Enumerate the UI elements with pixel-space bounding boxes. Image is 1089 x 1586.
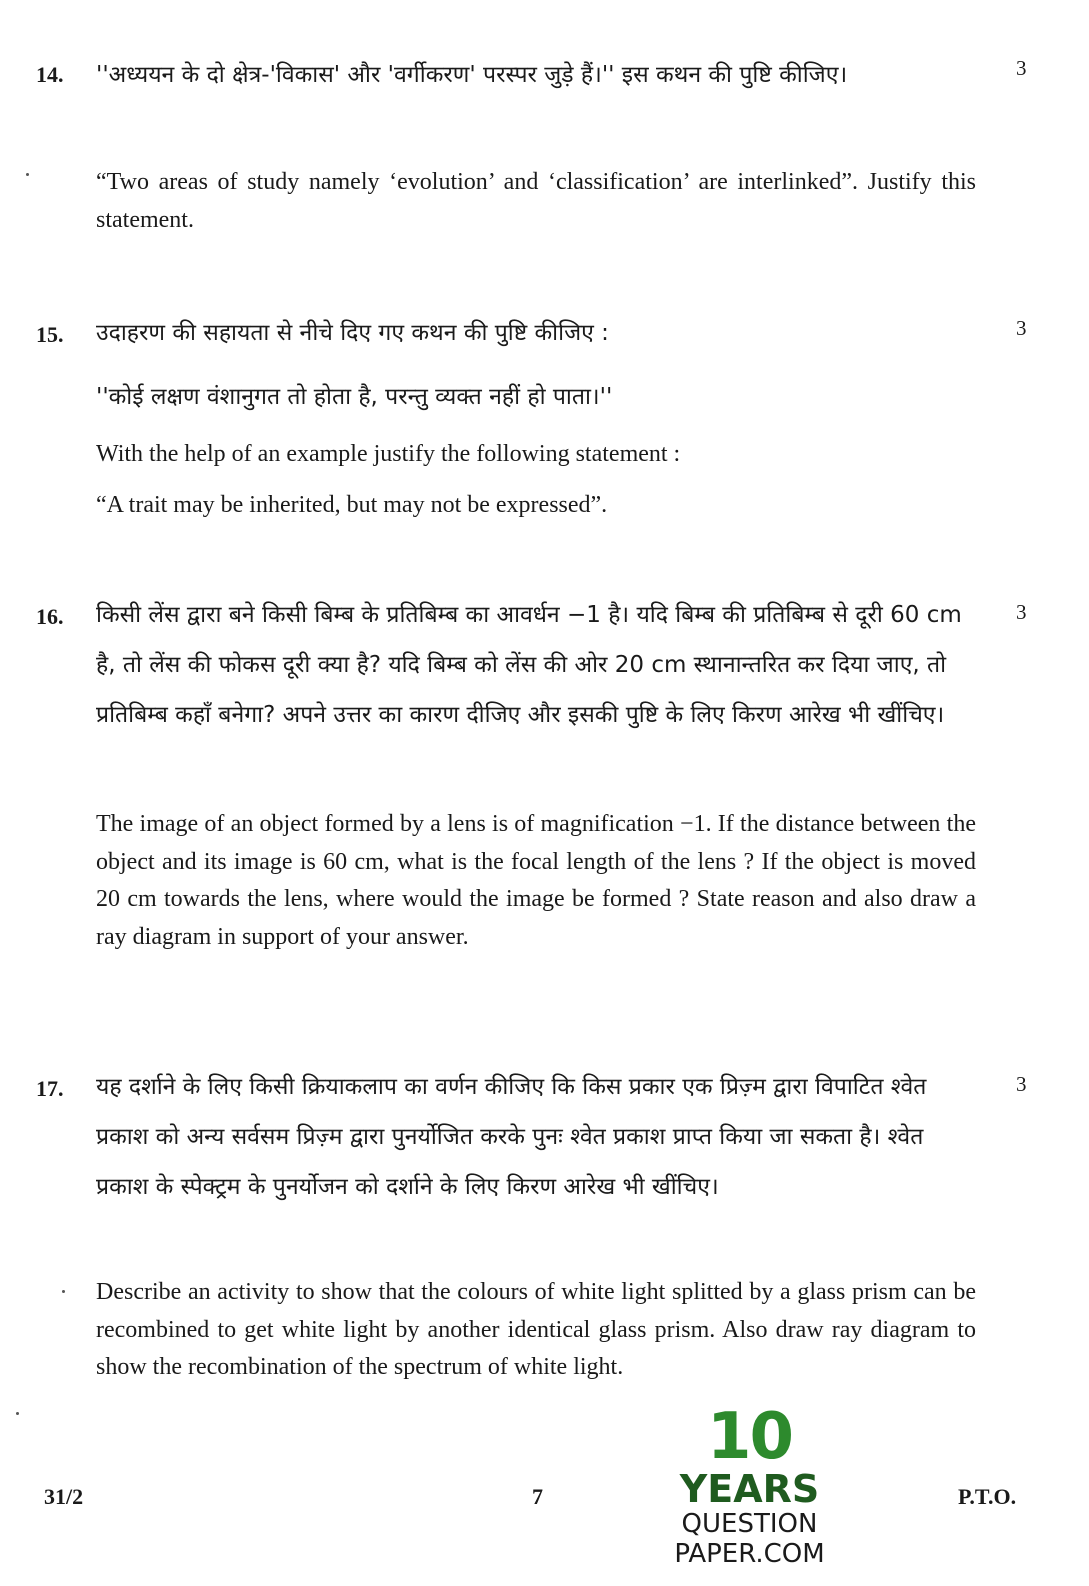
watermark-site: QUESTION PAPER.COM <box>674 1509 825 1569</box>
pto-label: P.T.O. <box>958 1484 1017 1509</box>
watermark-number: 10 <box>706 1400 793 1474</box>
question-number: 14. <box>36 62 64 87</box>
question-text-english: Describe an activity to show that the colours of white light splitted by a glass prism can be recombined to get white light by another identical glass prism. Also draw ray diagram to show the recombination of the spectrum of white light. <box>96 1279 976 1380</box>
question-text-hindi: किसी लेंस द्वारा बने किसी बिम्ब के प्रतिबिम्ब का आवर्धन −1 है। यदि बिम्ब की प्रतिबिम्ब से दूरी 60 cm है, तो लेंस की फोकस दूरी क्या है? यदि बिम्ब को लेंस की ओर 20 cm स्थानान्तरित कर दिया जाए, तो प्रतिबिम्ब कहाँ बनेगा? अपने उत्तर का कारण दीजिए और इसकी पुष्टि के लिए किरण आरेख भी खींचिए। <box>96 602 962 728</box>
watermark-logo <box>612 1400 887 1569</box>
question-marks: 3 <box>1016 1072 1027 1096</box>
question-marks: 3 <box>1016 56 1027 80</box>
question-quote-hindi: ''कोई लक्षण वंशानुगत तो होता है, परन्तु व्यक्त नहीं हो पाता।'' <box>96 384 613 410</box>
question-number: 16. <box>36 604 64 629</box>
question-marks: 3 <box>1016 316 1027 340</box>
question-number: 17. <box>36 1076 64 1101</box>
scan-dot <box>62 1290 65 1293</box>
question-quote-english: “A trait may be inherited, but may not be expressed”. <box>96 492 608 518</box>
question-marks: 3 <box>1016 600 1027 624</box>
paper-code: 31/2 <box>44 1484 84 1509</box>
question-text-hindi: यह दर्शाने के लिए किसी क्रियाकलाप का वर्णन कीजिए कि किस प्रकार एक प्रिज़्म द्वारा विपाटित श्वेत प्रकाश को अन्य सर्वसम प्रिज़्म द्वारा पुनर्योजित करके पुनः श्वेत प्रकाश प्राप्त किया जा सकता है। श्वेत प्रकाश के स्पेक्ट्रम के पुनर्योजन को दर्शाने के लिए किरण आरेख भी खींचिए। <box>96 1074 927 1200</box>
question-text-hindi: उदाहरण की सहायता से नीचे दिए गए कथन की पुष्टि कीजिए : <box>96 320 609 346</box>
scan-dot <box>26 173 29 176</box>
question-number: 15. <box>36 322 64 347</box>
question-text-english: With the help of an example justify the following statement : <box>96 441 681 467</box>
watermark-years: YEARS <box>679 1467 820 1511</box>
question-text-english: The image of an object formed by a lens is of magnification −1. If the distance between the object and its image is 60 cm, what is the focal length of the lens ? If the object is moved 20 cm towards the lens, where would the image be formed ? State reason and also draw a ray diagram in support of your answer. <box>96 811 976 950</box>
scan-dot <box>16 1412 19 1415</box>
question-text-english: “Two areas of study namely ‘evolution’ and ‘classification’ are interlinked”. Justify this statement. <box>96 169 976 233</box>
question-text-hindi: ''अध्ययन के दो क्षेत्र-'विकास' और 'वर्गीकरण' परस्पर जुड़े हैं।'' इस कथन की पुष्टि कीजिए। <box>96 62 848 88</box>
page-number: 7 <box>532 1484 543 1509</box>
